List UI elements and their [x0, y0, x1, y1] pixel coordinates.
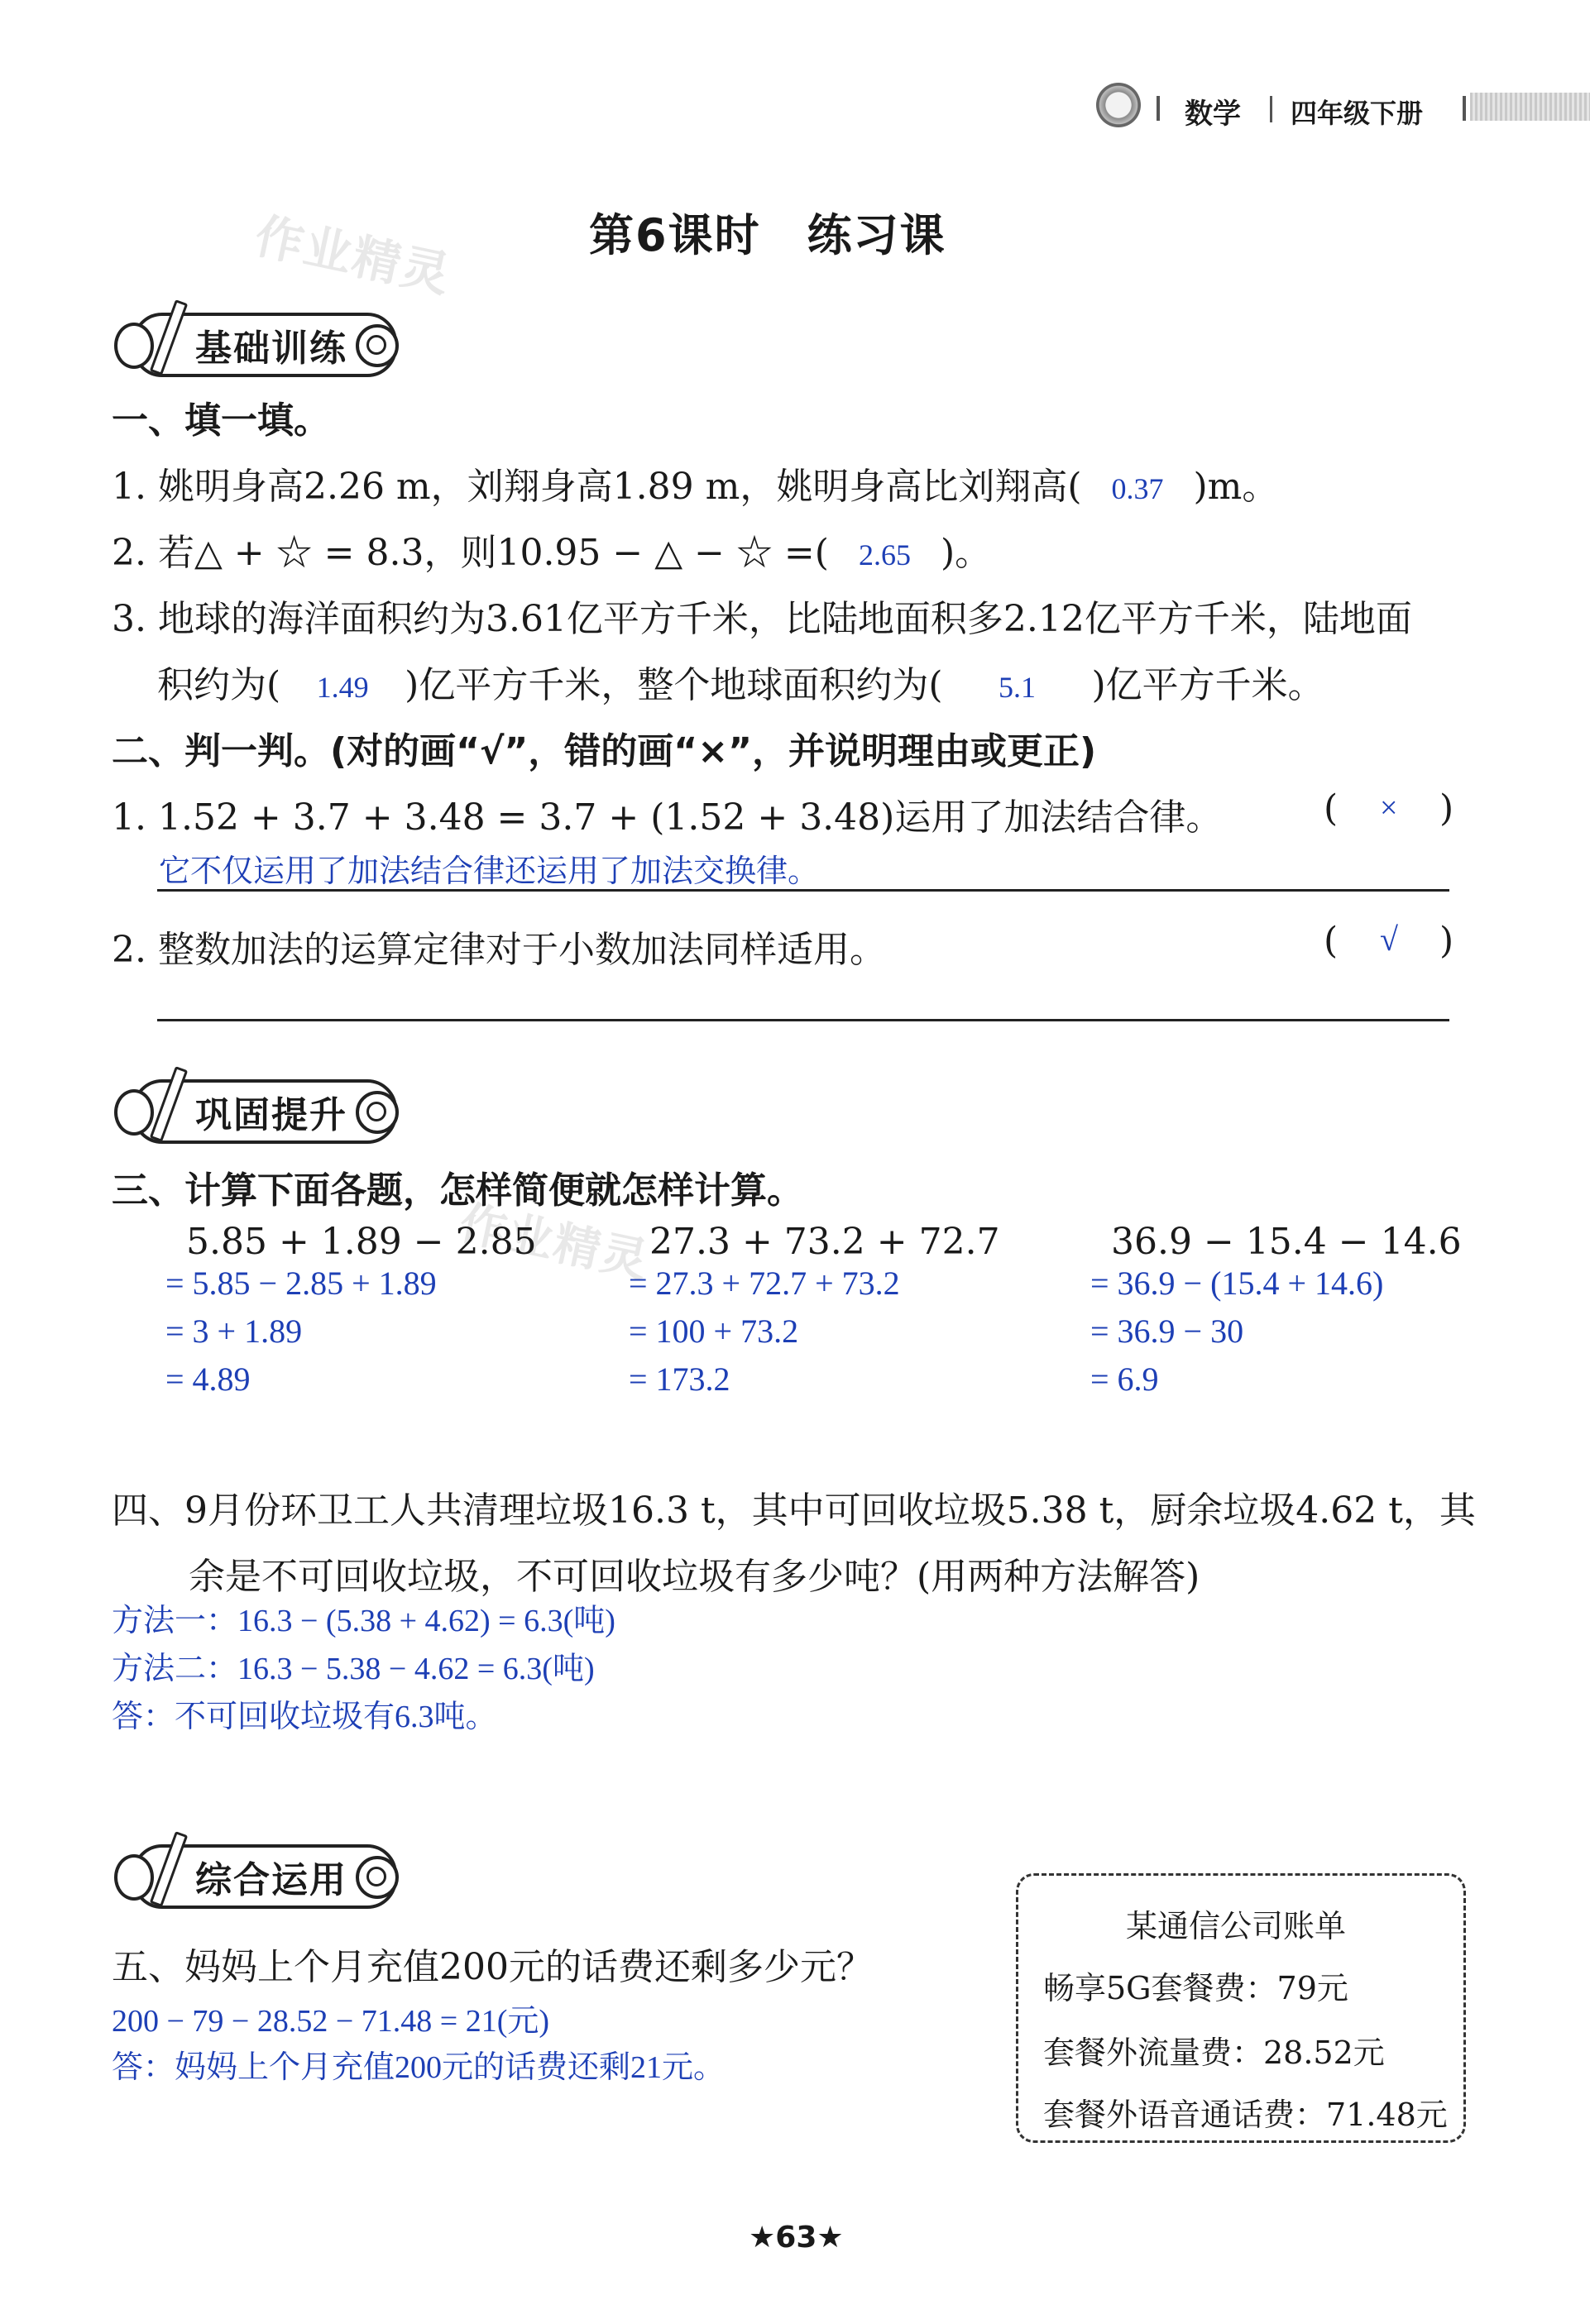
question-1-3-line1: 3. 地球的海洋面积约为3.61亿平方千米，比陆地面积多2.12亿平方千米，陆地面 [112, 598, 1412, 640]
calc-step: = 27.3 + 72.7 + 73.2 [629, 1265, 900, 1302]
section-label: 综合运用 [195, 1859, 347, 1901]
phone-bill-box [1016, 1873, 1466, 2143]
calc-expression: 27.3 + 73.2 + 72.7 [649, 1221, 1000, 1263]
question-text: 2. 若△ + ☆ = 8.3，则10.95 − △ − ☆ =( [112, 532, 829, 574]
judge-mark: √ [1380, 921, 1398, 958]
question-2-2: 2. 整数加法的运算定律对于小数加法同样适用。 [112, 929, 886, 971]
question-text: 积约为( [157, 664, 281, 706]
question-text: )亿平方千米，整个地球面积约为( [405, 664, 943, 706]
part5-answer: 答：妈妈上个月充值200元的话费还剩21元。 [112, 2050, 726, 2085]
question-text: )亿平方千米。 [1091, 664, 1324, 706]
page-title: 第6课时 练习课 [589, 209, 946, 261]
answer-value: 5.1 [999, 671, 1037, 704]
part5-question: 五、妈妈上个月充值200元的话费还剩多少元？ [112, 1946, 873, 1988]
question-text: )。 [940, 532, 992, 574]
calc-step: = 4.89 [165, 1360, 251, 1398]
section-tab-basic [132, 313, 397, 377]
page-number [749, 2221, 844, 2255]
header-separator [1157, 96, 1160, 121]
part4-answer: 答：不可回收垃圾有6.3吨。 [112, 1700, 497, 1734]
sun-logo-icon [1096, 83, 1141, 127]
tab-left-cap [114, 1854, 154, 1901]
part2-heading: 二、判一判。(对的画“√”，错的画“×”，并说明理由或更正) [112, 730, 1097, 772]
watermark: 作业精灵 [250, 207, 457, 304]
judge-paren-open: ( [1324, 920, 1339, 962]
answer-line [157, 1019, 1449, 1021]
answer-value: 1.49 [316, 671, 369, 704]
header-grade: 四年级下册 [1291, 98, 1424, 129]
bill-title: 某通信公司账单 [1126, 1908, 1347, 1944]
page-number-value: 63 [775, 2221, 817, 2255]
calc-expression: 36.9 − 15.4 − 14.6 [1111, 1221, 1462, 1263]
header-separator [1463, 96, 1466, 121]
section-label: 巩固提升 [195, 1094, 347, 1136]
header-separator [1270, 96, 1272, 122]
part5-answer: 200 − 79 − 28.52 − 71.48 = 21(元) [112, 2004, 550, 2039]
calc-step: = 6.9 [1090, 1360, 1159, 1398]
bill-item: 套餐外流量费：28.52元 [1043, 2035, 1385, 2071]
judge-reason: 它不仅运用了加法结合律还运用了加法交换律。 [159, 853, 820, 889]
tab-ring-icon [356, 1856, 399, 1899]
calc-step: = 5.85 − 2.85 + 1.89 [165, 1265, 437, 1302]
answer-value: 2.65 [858, 538, 911, 571]
question-text: 1. 姚明身高2.26 m，刘翔身高1.89 m，姚明身高比刘翔高( [112, 466, 1082, 508]
pencil-icon [150, 1066, 189, 1142]
calc-step: = 36.9 − 30 [1090, 1313, 1244, 1350]
question-1-2 [112, 523, 991, 576]
header-bar [1470, 93, 1590, 121]
part4-answer: 方法二：16.3 − 5.38 − 4.62 = 6.3(吨) [112, 1652, 595, 1686]
part4-question-line1: 四、9月份环卫工人共清理垃圾16.3 t，其中可回收垃圾5.38 t，厨余垃圾4.62 t，其 [112, 1490, 1476, 1532]
pencil-icon [150, 299, 189, 375]
judge-paren-close: ) [1439, 787, 1454, 830]
answer-value: 0.37 [1111, 472, 1164, 505]
tab-left-cap [114, 1089, 154, 1136]
tab-left-cap [114, 323, 154, 369]
calc-step: = 173.2 [629, 1360, 730, 1398]
question-text: )m。 [1193, 466, 1279, 508]
calc-step: = 100 + 73.2 [629, 1313, 799, 1350]
star-icon: ★ [817, 2221, 844, 2255]
section-tab-consolidate [132, 1079, 397, 1144]
question-1-1 [112, 457, 1278, 509]
part3-heading: 三、计算下面各题，怎样简便就怎样计算。 [112, 1169, 803, 1212]
part4-answer: 方法一：16.3 − (5.38 + 4.62) = 6.3(吨) [112, 1604, 615, 1638]
calc-step: = 3 + 1.89 [165, 1313, 303, 1350]
calc-step: = 36.9 − (15.4 + 14.6) [1090, 1265, 1384, 1302]
part4-question-line2: 余是不可回收垃圾，不可回收垃圾有多少吨？(用两种方法解答) [189, 1556, 1200, 1598]
tab-ring-icon [356, 1091, 399, 1134]
question-1-3-line2 [157, 655, 1324, 708]
judge-paren-close: ) [1439, 920, 1454, 962]
section-label: 基础训练 [195, 328, 347, 370]
question-2-1: 1. 1.52 + 3.7 + 3.48 = 3.7 + (1.52 + 3.48)运用了加法结合律。 [112, 796, 1223, 839]
answer-line [157, 889, 1449, 892]
calc-expression: 5.85 + 1.89 − 2.85 [186, 1221, 537, 1263]
part1-heading: 一、填一填。 [112, 399, 330, 442]
header-subject: 数学 [1185, 98, 1241, 131]
judge-mark: × [1380, 791, 1398, 825]
judge-paren-open: ( [1324, 787, 1339, 830]
bill-item: 套餐外语音通话费：71.48元 [1043, 2097, 1448, 2133]
watermark: 作业精灵 [454, 1196, 654, 1289]
bill-item: 畅享5G套餐费：79元 [1043, 1970, 1348, 2006]
star-icon: ★ [749, 2221, 776, 2255]
tab-ring-icon [356, 324, 399, 367]
pencil-icon [150, 1831, 189, 1907]
section-tab-apply [132, 1844, 397, 1909]
